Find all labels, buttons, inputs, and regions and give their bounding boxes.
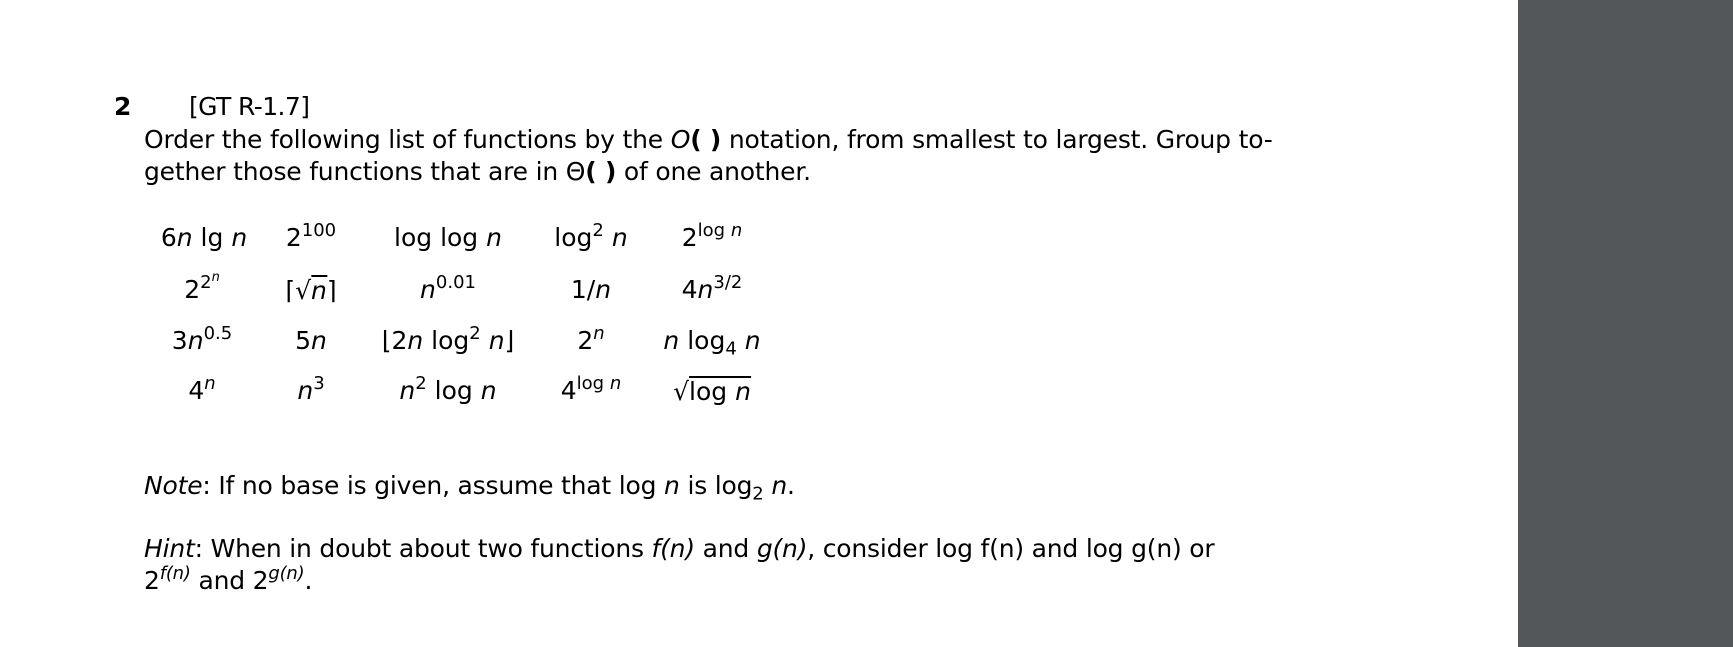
function-4-pow-log-n: $4^{log n}$ — [560, 373, 622, 405]
function-log-log-n: log log n — [394, 223, 502, 252]
function-4-pow-n: 4$^n$ — [188, 373, 216, 405]
statement-text: Order the following list of functions by the O( ) notation, from smallest to largest. Group to- — [144, 125, 1273, 154]
function-2-pow-2-pow-n: $2^{2^n}$ — [184, 269, 220, 304]
function-n-cubed: $n^3$ — [297, 373, 325, 405]
function-3n-pow-0-5: $3n^{0.5}$ — [171, 323, 233, 355]
problem-statement — [144, 124, 1334, 188]
hint-line-2: $2^{f(n)}$ and $2^{g(n)}$. — [144, 563, 313, 595]
function-n-pow-0-01: $n^{0.01}$ — [420, 272, 476, 304]
problem-reference: [GT R-1.7] — [189, 92, 310, 121]
function-2-pow-n: 2$^n$ — [577, 323, 605, 355]
note-paragraph: Note: If no base is given, assume that log n is $\log_2 n$. — [144, 471, 795, 505]
function-2-pow-log-n: $2^{log n}$ — [681, 220, 743, 252]
hint-line-1: Hint: When in doubt about two functions f(n) and g(n), consider log f(n) and log g(n) or — [144, 534, 1215, 563]
problem-number: 2 — [114, 92, 132, 121]
function-5n: 5n — [295, 326, 327, 355]
function-sqrt-log-n: √log n — [673, 377, 751, 406]
big-o-notation: O( ) — [670, 125, 722, 154]
theta-notation: Θ( ) — [565, 157, 617, 186]
function-n-squared-log-n: $n^2$ log n — [399, 373, 497, 405]
function-n-log4-n: n $\log_4 n$ — [663, 326, 761, 360]
function-floor-2n-log-squared-n: ⌊2n $\log^2$ n⌋ — [381, 323, 515, 355]
function-4n-pow-3-2: $4n^{3/2}$ — [681, 272, 743, 304]
note-label: Note — [144, 471, 203, 500]
function-2-pow-100: $2^{100}$ — [285, 220, 337, 252]
statement-line-1 — [144, 124, 1334, 156]
function-6n-lg-n: 6n lg n — [160, 223, 248, 252]
viewer-background-panel — [1518, 0, 1733, 647]
hint-paragraph — [144, 533, 1334, 597]
function-ceil-sqrt-n: ⌈√n⌉ — [285, 276, 337, 305]
function-log-squared-n: $\log^2 n$ — [554, 220, 628, 252]
statement-line-2: gether those functions that are in Θ( ) of one another. — [144, 157, 811, 186]
function-1-over-n: 1/n — [570, 275, 612, 304]
hint-label: Hint — [144, 534, 195, 563]
